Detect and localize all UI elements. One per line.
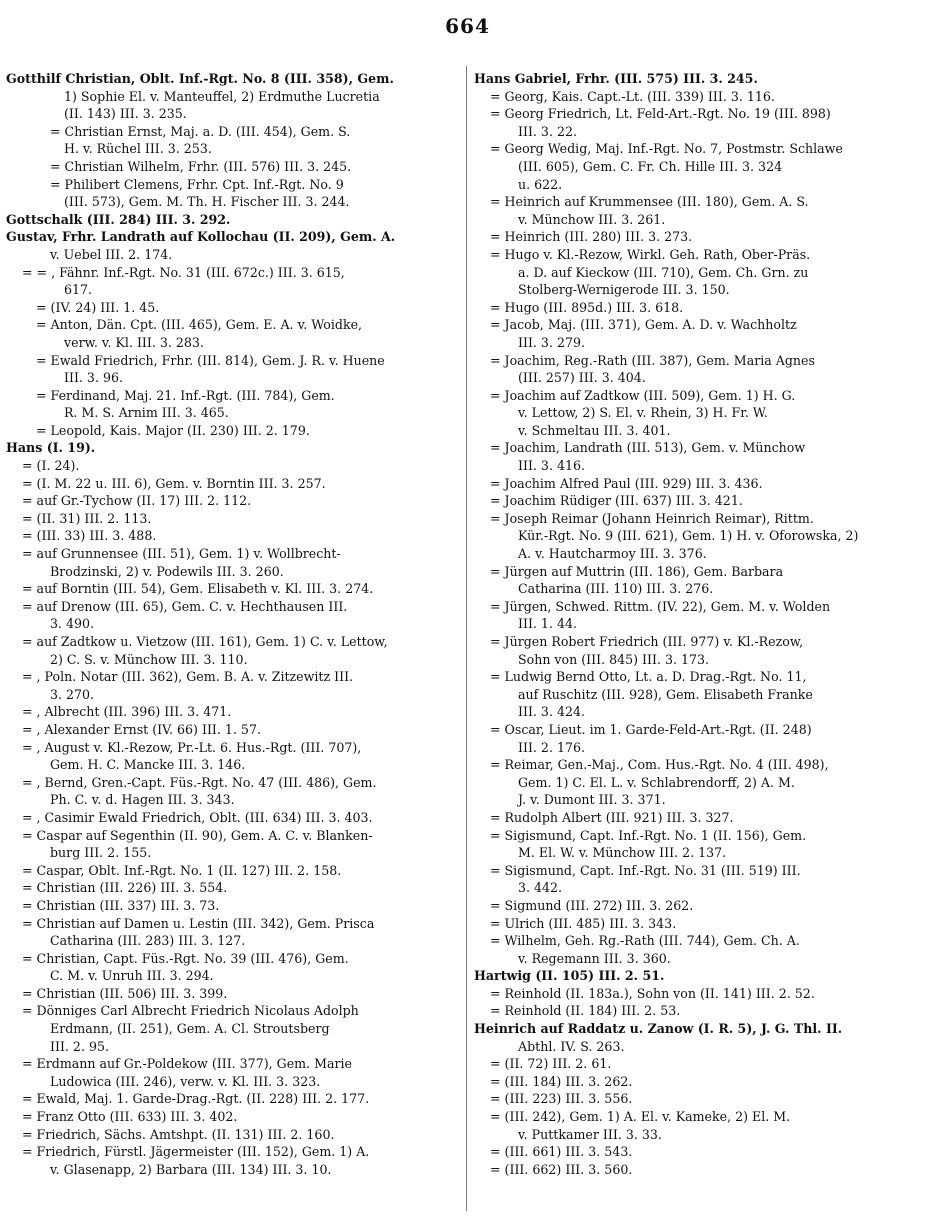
index-entry-line: = Sigismund, Capt. Inf.-Rgt. No. 1 (II. 156), Gem. bbox=[490, 827, 807, 843]
index-entry-line: = , Casimir Ewald Friedrich, Oblt. (III. 634) III. 3. 403. bbox=[22, 809, 373, 825]
index-entry-line: verw. v. Kl. III. 3. 283. bbox=[64, 334, 204, 350]
index-entry-line: Heinrich auf Raddatz u. Zanow (I. R. 5), J. G. Thl. II. bbox=[474, 1021, 843, 1037]
index-entry-line: = (III. 223) III. 3. 556. bbox=[490, 1091, 633, 1107]
index-entry-line: Catharina (III. 283) III. 3. 127. bbox=[50, 933, 246, 949]
index-entry-line: = Ludwig Bernd Otto, Lt. a. D. Drag.-Rgt. No. 11, bbox=[490, 669, 807, 685]
index-entry-line: = Sigismund, Capt. Inf.-Rgt. No. 31 (III. 519) III. bbox=[490, 862, 801, 878]
index-entry-line: 3. 442. bbox=[518, 880, 563, 896]
index-entry-line: C. M. v. Unruh III. 3. 294. bbox=[50, 968, 214, 984]
index-entry-line: = Joseph Reimar (Johann Heinrich Reimar), Rittm. bbox=[490, 510, 814, 526]
index-entry-line: = Joachim Rüdiger (III. 637) III. 3. 421. bbox=[490, 493, 743, 509]
index-entry-line: = Joachim, Reg.-Rath (III. 387), Gem. Maria Agnes bbox=[490, 352, 815, 368]
index-entry-line: = auf Borntin (III. 54), Gem. Elisabeth v. Kl. III. 3. 274. bbox=[22, 581, 374, 597]
index-entry-line: = , Alexander Ernst (IV. 66) III. 1. 57. bbox=[22, 721, 261, 737]
index-entry-line: = Heinrich (III. 280) III. 3. 273. bbox=[490, 229, 693, 245]
index-entry-line: Hans (I. 19). bbox=[6, 440, 96, 456]
index-entry-line: = Ewald, Maj. 1. Garde-Drag.-Rgt. (II. 228) III. 2. 177. bbox=[22, 1091, 370, 1107]
index-entry-line: v. Glasenapp, 2) Barbara (III. 134) III. 3. 10. bbox=[50, 1161, 332, 1177]
index-entry-line: = , Poln. Notar (III. 362), Gem. B. A. v. Zitzewitz III. bbox=[22, 669, 354, 685]
index-entry-line: = Joachim auf Zadtkow (III. 509), Gem. 1) H. G. bbox=[490, 387, 796, 403]
page-number: 664 bbox=[445, 14, 490, 38]
index-entry-line: = Christian, Capt. Füs.-Rgt. No. 39 (III. 476), Gem. bbox=[22, 950, 349, 966]
index-entry-line: Ludowica (III. 246), verw. v. Kl. III. 3. 323. bbox=[50, 1073, 321, 1089]
index-entry-line: III. 2. 176. bbox=[518, 739, 585, 755]
index-entry-line: Sohn von (III. 845) III. 3. 173. bbox=[518, 651, 710, 667]
index-entry-line: = Dönniges Carl Albrecht Friedrich Nicolaus Adolph bbox=[22, 1003, 359, 1019]
index-entry-line: M. El. W. v. Münchow III. 2. 137. bbox=[518, 845, 727, 861]
index-entry-line: Hans Gabriel, Frhr. (III. 575) III. 3. 245. bbox=[474, 71, 758, 86]
index-entry-line: = , Bernd, Gren.-Capt. Füs.-Rgt. No. 47 (III. 486), Gem. bbox=[22, 774, 377, 790]
index-entry-line: Gem. H. C. Mancke III. 3. 146. bbox=[50, 757, 246, 773]
index-entry-line: 3. 270. bbox=[50, 686, 95, 702]
index-entry-line: = Sigmund (III. 272) III. 3. 262. bbox=[490, 897, 694, 913]
index-entry-line: (III. 605), Gem. C. Fr. Ch. Hille III. 3. 324 bbox=[518, 158, 783, 174]
index-entry-line: Catharina (III. 110) III. 3. 276. bbox=[518, 581, 714, 597]
index-entry-line: = Christian Ernst, Maj. a. D. (III. 454), Gem. S. bbox=[50, 123, 351, 139]
index-entry-line: = Heinrich auf Krummensee (III. 180), Gem. A. S. bbox=[490, 194, 809, 210]
index-entry-line: burg III. 2. 155. bbox=[50, 845, 152, 861]
index-entry-line: (II. 143) III. 3. 235. bbox=[64, 106, 187, 122]
index-entry-line: = Joachim, Landrath (III. 513), Gem. v. Münchow bbox=[490, 440, 806, 456]
index-entry-line: = (II. 31) III. 2. 113. bbox=[22, 510, 152, 526]
index-entry-line: = Christian (III. 506) III. 3. 399. bbox=[22, 985, 228, 1001]
index-entry-line: Gustav, Frhr. Landrath auf Kollochau (II. 209), Gem. A. bbox=[6, 229, 396, 245]
index-entry-line: Stolberg-Wernigerode III. 3. 150. bbox=[518, 282, 730, 298]
index-entry-line: a. D. auf Kieckow (III. 710), Gem. Ch. Grn. zu bbox=[518, 264, 809, 280]
index-entry-line: = Jürgen Robert Friedrich (III. 977) v. Kl.-Rezow, bbox=[490, 634, 804, 649]
index-entry-line: (III. 257) III. 3. 404. bbox=[518, 370, 646, 386]
right-column bbox=[474, 70, 926, 1178]
index-entry-line: = Hugo (III. 895d.) III. 3. 618. bbox=[490, 299, 684, 315]
index-entry-line: = Christian auf Damen u. Lestin (III. 342), Gem. Prisca bbox=[22, 915, 375, 931]
index-entry-line: III. 2. 95. bbox=[50, 1038, 109, 1054]
index-entry-line: = Christian (III. 226) III. 3. 554. bbox=[22, 880, 228, 896]
index-entry-line: = Reinhold (II. 184) III. 2. 53. bbox=[490, 1003, 681, 1019]
index-entry-line: Hartwig (II. 105) III. 2. 51. bbox=[474, 968, 665, 984]
index-entry-line: = (I. 24). bbox=[22, 458, 80, 474]
index-entry-line: III. 3. 22. bbox=[518, 123, 577, 139]
index-entry-line: = (III. 184) III. 3. 262. bbox=[490, 1073, 633, 1089]
index-entry-line: = Philibert Clemens, Frhr. Cpt. Inf.-Rgt. No. 9 bbox=[50, 176, 344, 192]
index-entry-line: (III. 573), Gem. M. Th. H. Fischer III. 3. 244. bbox=[64, 194, 350, 210]
index-entry-line: = Friedrich, Sächs. Amtshpt. (II. 131) III. 2. 160. bbox=[22, 1126, 335, 1142]
index-entry-line: = Caspar auf Segenthin (II. 90), Gem. A. C. v. Blanken- bbox=[22, 827, 373, 843]
index-entry-line: = Erdmann auf Gr.-Poldekow (III. 377), Gem. Marie bbox=[22, 1056, 352, 1072]
index-entry-line: = Friedrich, Fürstl. Jägermeister (III. 152), Gem. 1) A. bbox=[22, 1144, 370, 1160]
index-entry-line: R. M. S. Arnim III. 3. 465. bbox=[64, 405, 229, 421]
index-entry-line: = (II. 72) III. 2. 61. bbox=[490, 1056, 612, 1072]
index-entry-line: = Joachim Alfred Paul (III. 929) III. 3. 436. bbox=[490, 475, 763, 491]
index-entry-line: = , August v. Kl.-Rezow, Pr.-Lt. 6. Hus.-Rgt. (III. 707), bbox=[22, 739, 362, 755]
index-entry-line: = Georg Friedrich, Lt. Feld-Art.-Rgt. No. 19 (III. 898) bbox=[490, 106, 831, 122]
index-entry-line: = auf Drenow (III. 65), Gem. C. v. Hechthausen III. bbox=[22, 598, 348, 614]
index-entry-line: = Georg Wedig, Maj. Inf.-Rgt. No. 7, Postmstr. Schlawe bbox=[490, 141, 843, 157]
index-entry-line: Gottschalk (III. 284) III. 3. 292. bbox=[6, 211, 231, 227]
index-entry-line: = Christian Wilhelm, Frhr. (III. 576) III. 3. 245. bbox=[50, 158, 352, 174]
index-entry-line: auf Ruschitz (III. 928), Gem. Elisabeth Franke bbox=[518, 686, 813, 702]
index-entry-line: = Wilhelm, Geh. Rg.-Rath (III. 744), Gem. Ch. A. bbox=[490, 933, 800, 949]
index-entry-line: III. 1. 44. bbox=[518, 616, 577, 632]
index-entry-line: III. 3. 96. bbox=[64, 370, 123, 386]
index-entry-line: v. Puttkamer III. 3. 33. bbox=[518, 1126, 662, 1142]
index-entry-line: = (I. M. 22 u. III. 6), Gem. v. Borntin III. 3. 257. bbox=[22, 475, 326, 491]
index-entry-line: = , Albrecht (III. 396) III. 3. 471. bbox=[22, 704, 232, 720]
index-entry-line: = auf Zadtkow u. Vietzow (III. 161), Gem. 1) C. v. Lettow, bbox=[22, 634, 388, 649]
column-divider bbox=[466, 66, 467, 1211]
index-entry-line: v. Schmeltau III. 3. 401. bbox=[518, 422, 671, 438]
index-entry-line: = Oscar, Lieut. im 1. Garde-Feld-Art.-Rgt. (II. 248) bbox=[490, 721, 812, 737]
index-entry-line: u. 622. bbox=[518, 176, 563, 192]
index-entry-line: = auf Grunnensee (III. 51), Gem. 1) v. Wollbrecht- bbox=[22, 546, 341, 562]
index-entry-line: = Ulrich (III. 485) III. 3. 343. bbox=[490, 915, 677, 931]
index-entry-line: 2) C. S. v. Münchow III. 3. 110. bbox=[50, 651, 248, 667]
index-entry-line: = (IV. 24) III. 1. 45. bbox=[36, 299, 160, 315]
index-entry-line: = (III. 242), Gem. 1) A. El. v. Kameke, 2) El. M. bbox=[490, 1109, 791, 1125]
left-column bbox=[6, 70, 462, 1178]
index-entry-line: = Georg, Kais. Capt.-Lt. (III. 339) III. 3. 116. bbox=[490, 88, 775, 104]
index-entry-line: = Ferdinand, Maj. 21. Inf.-Rgt. (III. 784), Gem. bbox=[36, 387, 335, 403]
index-entry-line: = Franz Otto (III. 633) III. 3. 402. bbox=[22, 1109, 238, 1125]
index-entry-line: A. v. Hautcharmoy III. 3. 376. bbox=[518, 546, 707, 562]
index-entry-line: = Ewald Friedrich, Frhr. (III. 814), Gem. J. R. v. Huene bbox=[36, 352, 385, 368]
index-entry-line: III. 3. 279. bbox=[518, 334, 585, 350]
index-entry-line: Ph. C. v. d. Hagen III. 3. 343. bbox=[50, 792, 235, 808]
index-entry-line: = Rudolph Albert (III. 921) III. 3. 327. bbox=[490, 809, 734, 825]
index-entry-line: = Jürgen, Schwed. Rittm. (IV. 22), Gem. M. v. Wolden bbox=[490, 598, 831, 614]
index-entry-line: Abthl. IV. S. 263. bbox=[518, 1038, 625, 1054]
index-entry-line: = Caspar, Oblt. Inf.-Rgt. No. 1 (II. 127) III. 2. 158. bbox=[22, 862, 342, 878]
index-entry-line: v. Regemann III. 3. 360. bbox=[518, 950, 671, 966]
index-entry-line: III. 3. 424. bbox=[518, 704, 585, 720]
index-entry-line: = (III. 662) III. 3. 560. bbox=[490, 1161, 633, 1177]
index-entry-line: = Jürgen auf Muttrin (III. 186), Gem. Barbara bbox=[490, 563, 784, 579]
index-entry-line: = Anton, Dän. Cpt. (III. 465), Gem. E. A. v. Woidke, bbox=[36, 317, 363, 333]
index-entry-line: Gem. 1) C. El. L. v. Schlabrendorff, 2) A. M. bbox=[518, 774, 795, 790]
index-entry-line: v. Münchow III. 3. 261. bbox=[518, 211, 666, 227]
index-entry-line: Erdmann, (II. 251), Gem. A. Cl. Stroutsberg bbox=[50, 1021, 330, 1037]
index-entry-line: 1) Sophie El. v. Manteuffel, 2) Erdmuthe Lucretia bbox=[64, 88, 380, 104]
index-entry-line: 3. 490. bbox=[50, 616, 95, 632]
index-entry-line: H. v. Rüchel III. 3. 253. bbox=[64, 141, 212, 157]
index-entry-line: = (III. 33) III. 3. 488. bbox=[22, 528, 157, 544]
index-entry-line: = Reinhold (II. 183a.), Sohn von (II. 141) III. 2. 52. bbox=[490, 985, 815, 1001]
index-entry-line: = = , Fähnr. Inf.-Rgt. No. 31 (III. 672c.) III. 3. 615, bbox=[22, 264, 345, 280]
index-entry-line: J. v. Dumont III. 3. 371. bbox=[518, 792, 666, 808]
index-entry-line: Brodzinski, 2) v. Podewils III. 3. 260. bbox=[50, 563, 284, 579]
index-entry-line: = Hugo v. Kl.-Rezow, Wirkl. Geh. Rath, Ober-Präs. bbox=[490, 246, 811, 262]
index-entry-line: v. Uebel III. 2. 174. bbox=[50, 246, 173, 262]
index-entry-line: III. 3. 416. bbox=[518, 458, 585, 474]
index-entry-line: = auf Gr.-Tychow (II. 17) III. 2. 112. bbox=[22, 493, 252, 509]
index-entry-line: = Jacob, Maj. (III. 371), Gem. A. D. v. Wachholtz bbox=[490, 317, 797, 333]
index-entry-line: Kür.-Rgt. No. 9 (III. 621), Gem. 1) H. v. Oforowska, 2) bbox=[518, 528, 859, 544]
index-entry-line: = (III. 661) III. 3. 543. bbox=[490, 1144, 633, 1160]
index-entry-line: 617. bbox=[64, 282, 93, 298]
index-entry-line: v. Lettow, 2) S. El. v. Rhein, 3) H. Fr. W. bbox=[518, 405, 768, 421]
index-entry-line: = Leopold, Kais. Major (II. 230) III. 2. 179. bbox=[36, 422, 310, 438]
index-entry-line: = Reimar, Gen.-Maj., Com. Hus.-Rgt. No. 4 (III. 498), bbox=[490, 757, 829, 773]
index-entry-line: Gotthilf Christian, Oblt. Inf.-Rgt. No. 8 (III. 358), Gem. bbox=[6, 71, 394, 86]
index-entry-line: = Christian (III. 337) III. 3. 73. bbox=[22, 897, 220, 913]
